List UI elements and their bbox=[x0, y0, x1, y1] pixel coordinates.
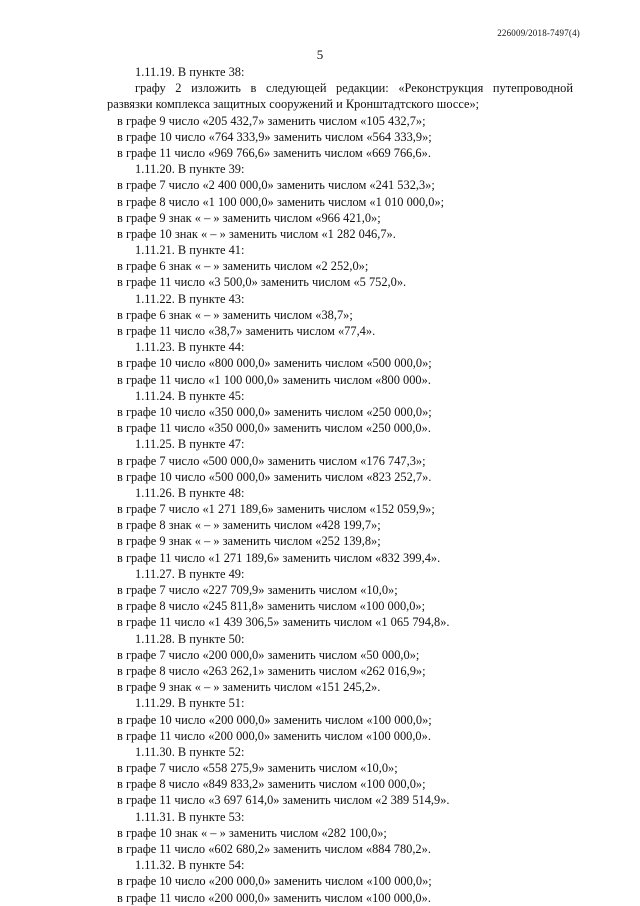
text-line: в графе 11 число «38,7» заменить числом «77,4». bbox=[117, 324, 376, 338]
text-line: в графе 10 число «350 000,0» заменить числом «250 000,0»; bbox=[117, 404, 432, 419]
text-line: в графе 7 число «558 275,9» заменить числом «10,0»; bbox=[117, 761, 398, 776]
text-line: в графе 9 число «205 432,7» заменить числом «105 432,7»; bbox=[117, 113, 426, 128]
text-line: в графе 7 число «1 271 189,6» заменить числом «152 059,9»; bbox=[117, 502, 435, 517]
text-line: в графе 8 число «263 262,1» заменить числом «262 016,9»; bbox=[117, 663, 426, 678]
text-line: в графе 11 число «1 100 000,0» заменить числом «800 000». bbox=[117, 372, 431, 387]
document-number: 226009/2018-7497(4) bbox=[497, 28, 580, 38]
section-heading: 1.11.22. В пункте 43: bbox=[135, 291, 245, 306]
text-line: в графе 10 число «764 333,9» заменить числом «564 333,9»; bbox=[117, 129, 432, 144]
text-line: графу 2 изложить в следующей редакции: «Реконструкция путепроводной bbox=[135, 81, 573, 96]
section-heading: 1.11.24. В пункте 45: bbox=[135, 388, 245, 403]
text-line: в графе 11 число «350 000,0» заменить числом «250 000,0». bbox=[117, 421, 431, 436]
text-line: в графе 7 число «227 709,9» заменить числом «10,0»; bbox=[117, 583, 398, 597]
text-line: в графе 11 число «200 000,0» заменить числом «100 000,0». bbox=[117, 890, 431, 905]
text-line: в графе 8 число «1 100 000,0» заменить числом «1 010 000,0»; bbox=[117, 194, 445, 209]
text-line: в графе 7 число «2 400 000,0» заменить числом «241 532,3»; bbox=[117, 178, 435, 193]
text-line: в графе 10 знак « – » заменить числом «282 100,0»; bbox=[117, 825, 387, 840]
section-heading: 1.11.23. В пункте 44: bbox=[135, 340, 245, 355]
section-heading: 1.11.19. В пункте 38: bbox=[135, 65, 245, 79]
section-heading: 1.11.26. В пункте 48: bbox=[135, 485, 245, 500]
text-line: в графе 10 число «200 000,0» заменить числом «100 000,0»; bbox=[117, 712, 432, 727]
text-line: развязки комплекса защитных сооружений и Кронштадтского шоссе»; bbox=[107, 97, 480, 112]
text-line: в графе 10 число «500 000,0» заменить числом «823 252,7». bbox=[117, 469, 432, 484]
text-line: в графе 8 знак « – » заменить числом «428 199,7»; bbox=[117, 518, 381, 533]
text-line: в графе 11 число «200 000,0» заменить числом «100 000,0». bbox=[117, 728, 431, 743]
section-heading: 1.11.25. В пункте 47: bbox=[135, 437, 245, 452]
document-body bbox=[107, 64, 573, 906]
text-line: в графе 11 число «1 439 306,5» заменить числом «1 065 794,8». bbox=[117, 615, 450, 630]
section-heading: 1.11.20. В пункте 39: bbox=[135, 162, 245, 177]
text-line: в графе 11 число «969 766,6» заменить числом «669 766,6». bbox=[117, 145, 431, 160]
text-line: в графе 10 число «800 000,0» заменить числом «500 000,0»; bbox=[117, 356, 432, 371]
section-heading: 1.11.27. В пункте 49: bbox=[135, 566, 245, 581]
text-line: в графе 7 число «200 000,0» заменить числом «50 000,0»; bbox=[117, 647, 420, 662]
section-heading: 1.11.29. В пункте 51: bbox=[135, 696, 245, 711]
text-line: в графе 6 знак « – » заменить числом «38,7»; bbox=[117, 307, 353, 322]
section-heading: 1.11.32. В пункте 54: bbox=[135, 858, 245, 873]
section-heading: 1.11.28. В пункте 50: bbox=[135, 631, 245, 646]
text-line: в графе 7 число «500 000,0» заменить числом «176 747,3»; bbox=[117, 453, 426, 468]
text-line: в графе 9 знак « – » заменить числом «151 245,2». bbox=[117, 680, 381, 695]
text-line: в графе 9 знак « – » заменить числом «966 421,0»; bbox=[117, 210, 381, 225]
text-line: в графе 11 число «3 697 614,0» заменить числом «2 389 514,9». bbox=[117, 793, 450, 808]
page-number: 5 bbox=[316, 47, 324, 62]
section-heading: 1.11.30. В пункте 52: bbox=[135, 744, 245, 759]
section-heading: 1.11.31. В пункте 53: bbox=[135, 809, 245, 824]
text-line: в графе 11 число «602 680,2» заменить числом «884 780,2». bbox=[117, 842, 431, 856]
text-line: в графе 10 число «200 000,0» заменить числом «100 000,0»; bbox=[117, 874, 432, 889]
text-line: в графе 8 число «245 811,8» заменить числом «100 000,0»; bbox=[117, 599, 426, 614]
text-line: в графе 6 знак « – » заменить числом «2 252,0»; bbox=[117, 259, 369, 274]
text-line: в графе 9 знак « – » заменить числом «252 139,8»; bbox=[117, 534, 381, 549]
text-line: в графе 11 число «1 271 189,6» заменить числом «832 399,4». bbox=[117, 550, 441, 565]
text-line: в графе 8 число «849 833,2» заменить числом «100 000,0»; bbox=[117, 777, 426, 792]
text-line: в графе 11 число «3 500,0» заменить числом «5 752,0». bbox=[117, 275, 407, 290]
text-line: в графе 10 знак « – » заменить числом «1 282 046,7». bbox=[117, 226, 396, 241]
section-heading: 1.11.21. В пункте 41: bbox=[135, 243, 245, 258]
